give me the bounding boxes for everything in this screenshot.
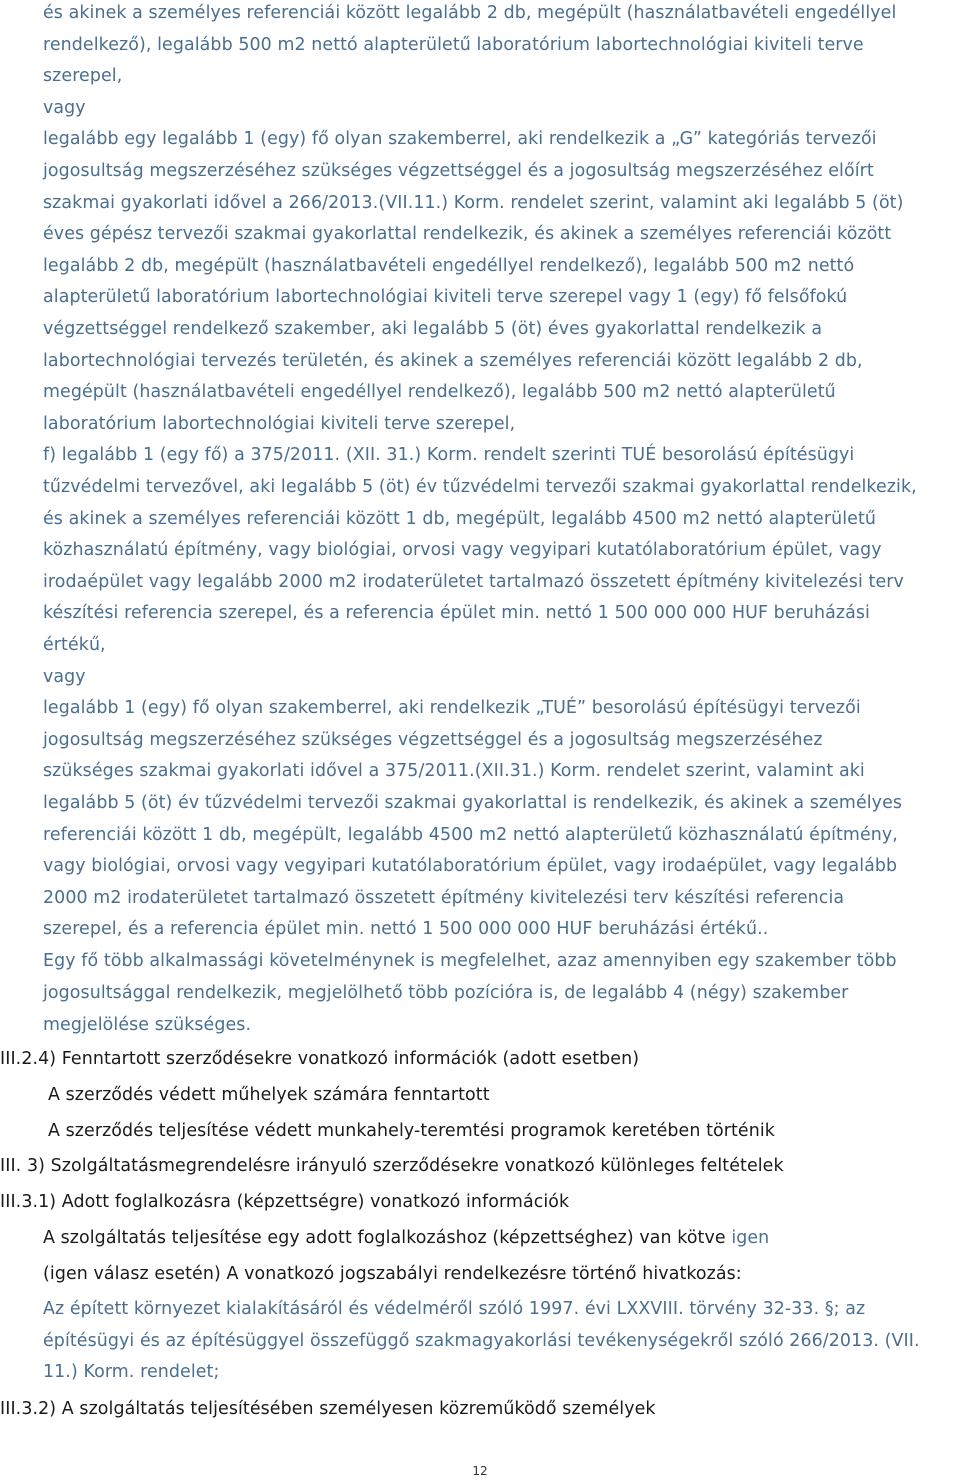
text-line: megjelölése szükséges. — [43, 1015, 252, 1035]
text-line: legalább 1 (egy) fő olyan szakemberrel, aki rendelkezik „TUÉ” besorolású építésügyi tervezői — [43, 698, 861, 718]
question-text: A szolgáltatás teljesítése egy adott foglalkozáshoz (képzettséghez) van kötve — [43, 1228, 726, 1248]
text-line: szükséges szakmai gyakorlati idővel a 375/2011.(XII.31.) Korm. rendelet szerint, valamint aki — [43, 761, 865, 781]
text-line: irodaépület vagy legalább 2000 m2 irodaterületet tartalmazó összetett építmény kivitelezési terv — [43, 572, 904, 592]
text-line: legalább 5 (öt) év tűzvédelmi tervezői szakmai gyakorlattal is rendelkezik, és akinek a személyes — [43, 793, 903, 813]
answer-value: igen — [731, 1228, 770, 1248]
section-heading: III.2.4) Fenntartott szerződésekre vonatkozó információk (adott esetben) — [0, 1049, 640, 1069]
text-line: szerepel, és a referencia épület min. nettó 1 500 000 000 HUF beruházási értékű.. — [43, 919, 769, 939]
text-line: 2000 m2 irodaterületet tartalmazó összetett építmény kivitelezési terv készítési referencia — [43, 888, 845, 908]
text-line: szakmai gyakorlati idővel a 266/2013.(VII.11.) Korm. rendelet szerint, valamint aki legalább 5 (öt) — [43, 193, 904, 213]
reserved-option: A szerződés védett műhelyek számára fenntartott — [48, 1085, 490, 1105]
text-line: éves gépész tervezői szakmai gyakorlattal rendelkezik, és akinek a személyes referenciái között — [43, 224, 892, 244]
text-line: laboratórium labortechnológiai kiviteli terve szerepel, — [43, 414, 516, 434]
text-line: közhasználatú építmény, vagy biológiai, orvosi vagy vegyipari kutatólaboratórium épület, vagy — [43, 540, 882, 560]
text-line: labortechnológiai tervezés területén, és akinek a személyes referenciái között legalább 2 db, — [43, 351, 863, 371]
text-line: jogosultsággal rendelkezik, megjelölhető több pozícióra is, de legalább 4 (négy) szakember — [43, 983, 849, 1003]
text-line: legalább egy legalább 1 (egy) fő olyan szakemberrel, aki rendelkezik a „G” kategóriás tervezői — [43, 129, 877, 149]
section-heading: III.3.1) Adott foglalkozásra (képzettségre) vonatkozó információk — [0, 1192, 570, 1212]
text-line: vagy — [43, 667, 86, 687]
text-line: értékű, — [43, 635, 106, 655]
text-line: rendelkező), legalább 500 m2 nettó alapterületű laboratórium labortechnológiai kiviteli terve — [43, 35, 864, 55]
text-line: megépült (használatbavételi engedéllyel rendelkező), legalább 500 m2 nettó alapterületű — [43, 382, 836, 402]
reference-line: építésügyi és az építésüggyel összefüggő szakmagyakorlási tevékenységekről szóló 266/2013. (VII. — [43, 1331, 920, 1351]
page-number: 12 — [472, 1464, 488, 1478]
section-heading: III. 3) Szolgáltatásmegrendelésre irányuló szerződésekre vonatkozó különleges feltételek — [0, 1156, 784, 1176]
section-heading: III.3.2) A szolgáltatás teljesítésében személyesen közreműködő személyek — [0, 1399, 656, 1419]
text-line: tűzvédelmi tervezővel, aki legalább 5 (öt) év tűzvédelmi tervezői szakmai gyakorlattal rendelkezik, — [43, 477, 917, 497]
text-line: legalább 2 db, megépült (használatbavételi engedéllyel rendelkező), legalább 500 m2 nettó — [43, 256, 855, 276]
text-line: f) legalább 1 (egy fő) a 375/2011. (XII. 31.) Korm. rendelt szerinti TUÉ besorolású építésügyi — [43, 445, 855, 465]
text-line: vagy biológiai, orvosi vagy vegyipari kutatólaboratórium épület, vagy irodaépület, vagy legalább — [43, 856, 898, 876]
reference-line: 11.) Korm. rendelet; — [43, 1362, 220, 1382]
reserved-option: A szerződés teljesítése védett munkahely-teremtési programok keretében történik — [48, 1121, 775, 1141]
text-line: Egy fő több alkalmassági követelménynek is megfelelhet, azaz amennyiben egy szakember több — [43, 951, 897, 971]
text-line: vagy — [43, 98, 86, 118]
reference-line: Az épített környezet kialakításáról és védelméről szóló 1997. évi LXXVIII. törvény 32-33. §; az — [43, 1299, 866, 1319]
text-line: alapterületű laboratórium labortechnológiai kiviteli terve szerepel vagy 1 (egy) fő felsőfokú — [43, 287, 848, 307]
text-line: készítési referencia szerepel, és a referencia épület min. nettó 1 500 000 000 HUF beruházási — [43, 603, 870, 623]
text-line: jogosultság megszerzéséhez szükséges végzettséggel és a jogosultság megszerzéséhez előírt — [43, 161, 874, 181]
text-line: végzettséggel rendelkező szakember, aki legalább 5 (öt) éves gyakorlattal rendelkezik a — [43, 319, 823, 339]
text-line: és akinek a személyes referenciái között 1 db, megépült, legalább 4500 m2 nettó alapterületű — [43, 509, 876, 529]
text-line: és akinek a személyes referenciái között legalább 2 db, megépült (használatbavételi engedéllyel — [43, 3, 897, 23]
text-line: referenciái között 1 db, megépült, legalább 4500 m2 nettó alapterületű közhasználatú építmény, — [43, 825, 898, 845]
text-line: szerepel, — [43, 66, 123, 86]
profession-question — [43, 1227, 769, 1249]
text-line: jogosultság megszerzéséhez szükséges végzettséggel és a jogosultság megszerzéséhez — [43, 730, 823, 750]
reference-label: (igen válasz esetén) A vonatkozó jogszabályi rendelkezésre történő hivatkozás: — [43, 1264, 742, 1284]
